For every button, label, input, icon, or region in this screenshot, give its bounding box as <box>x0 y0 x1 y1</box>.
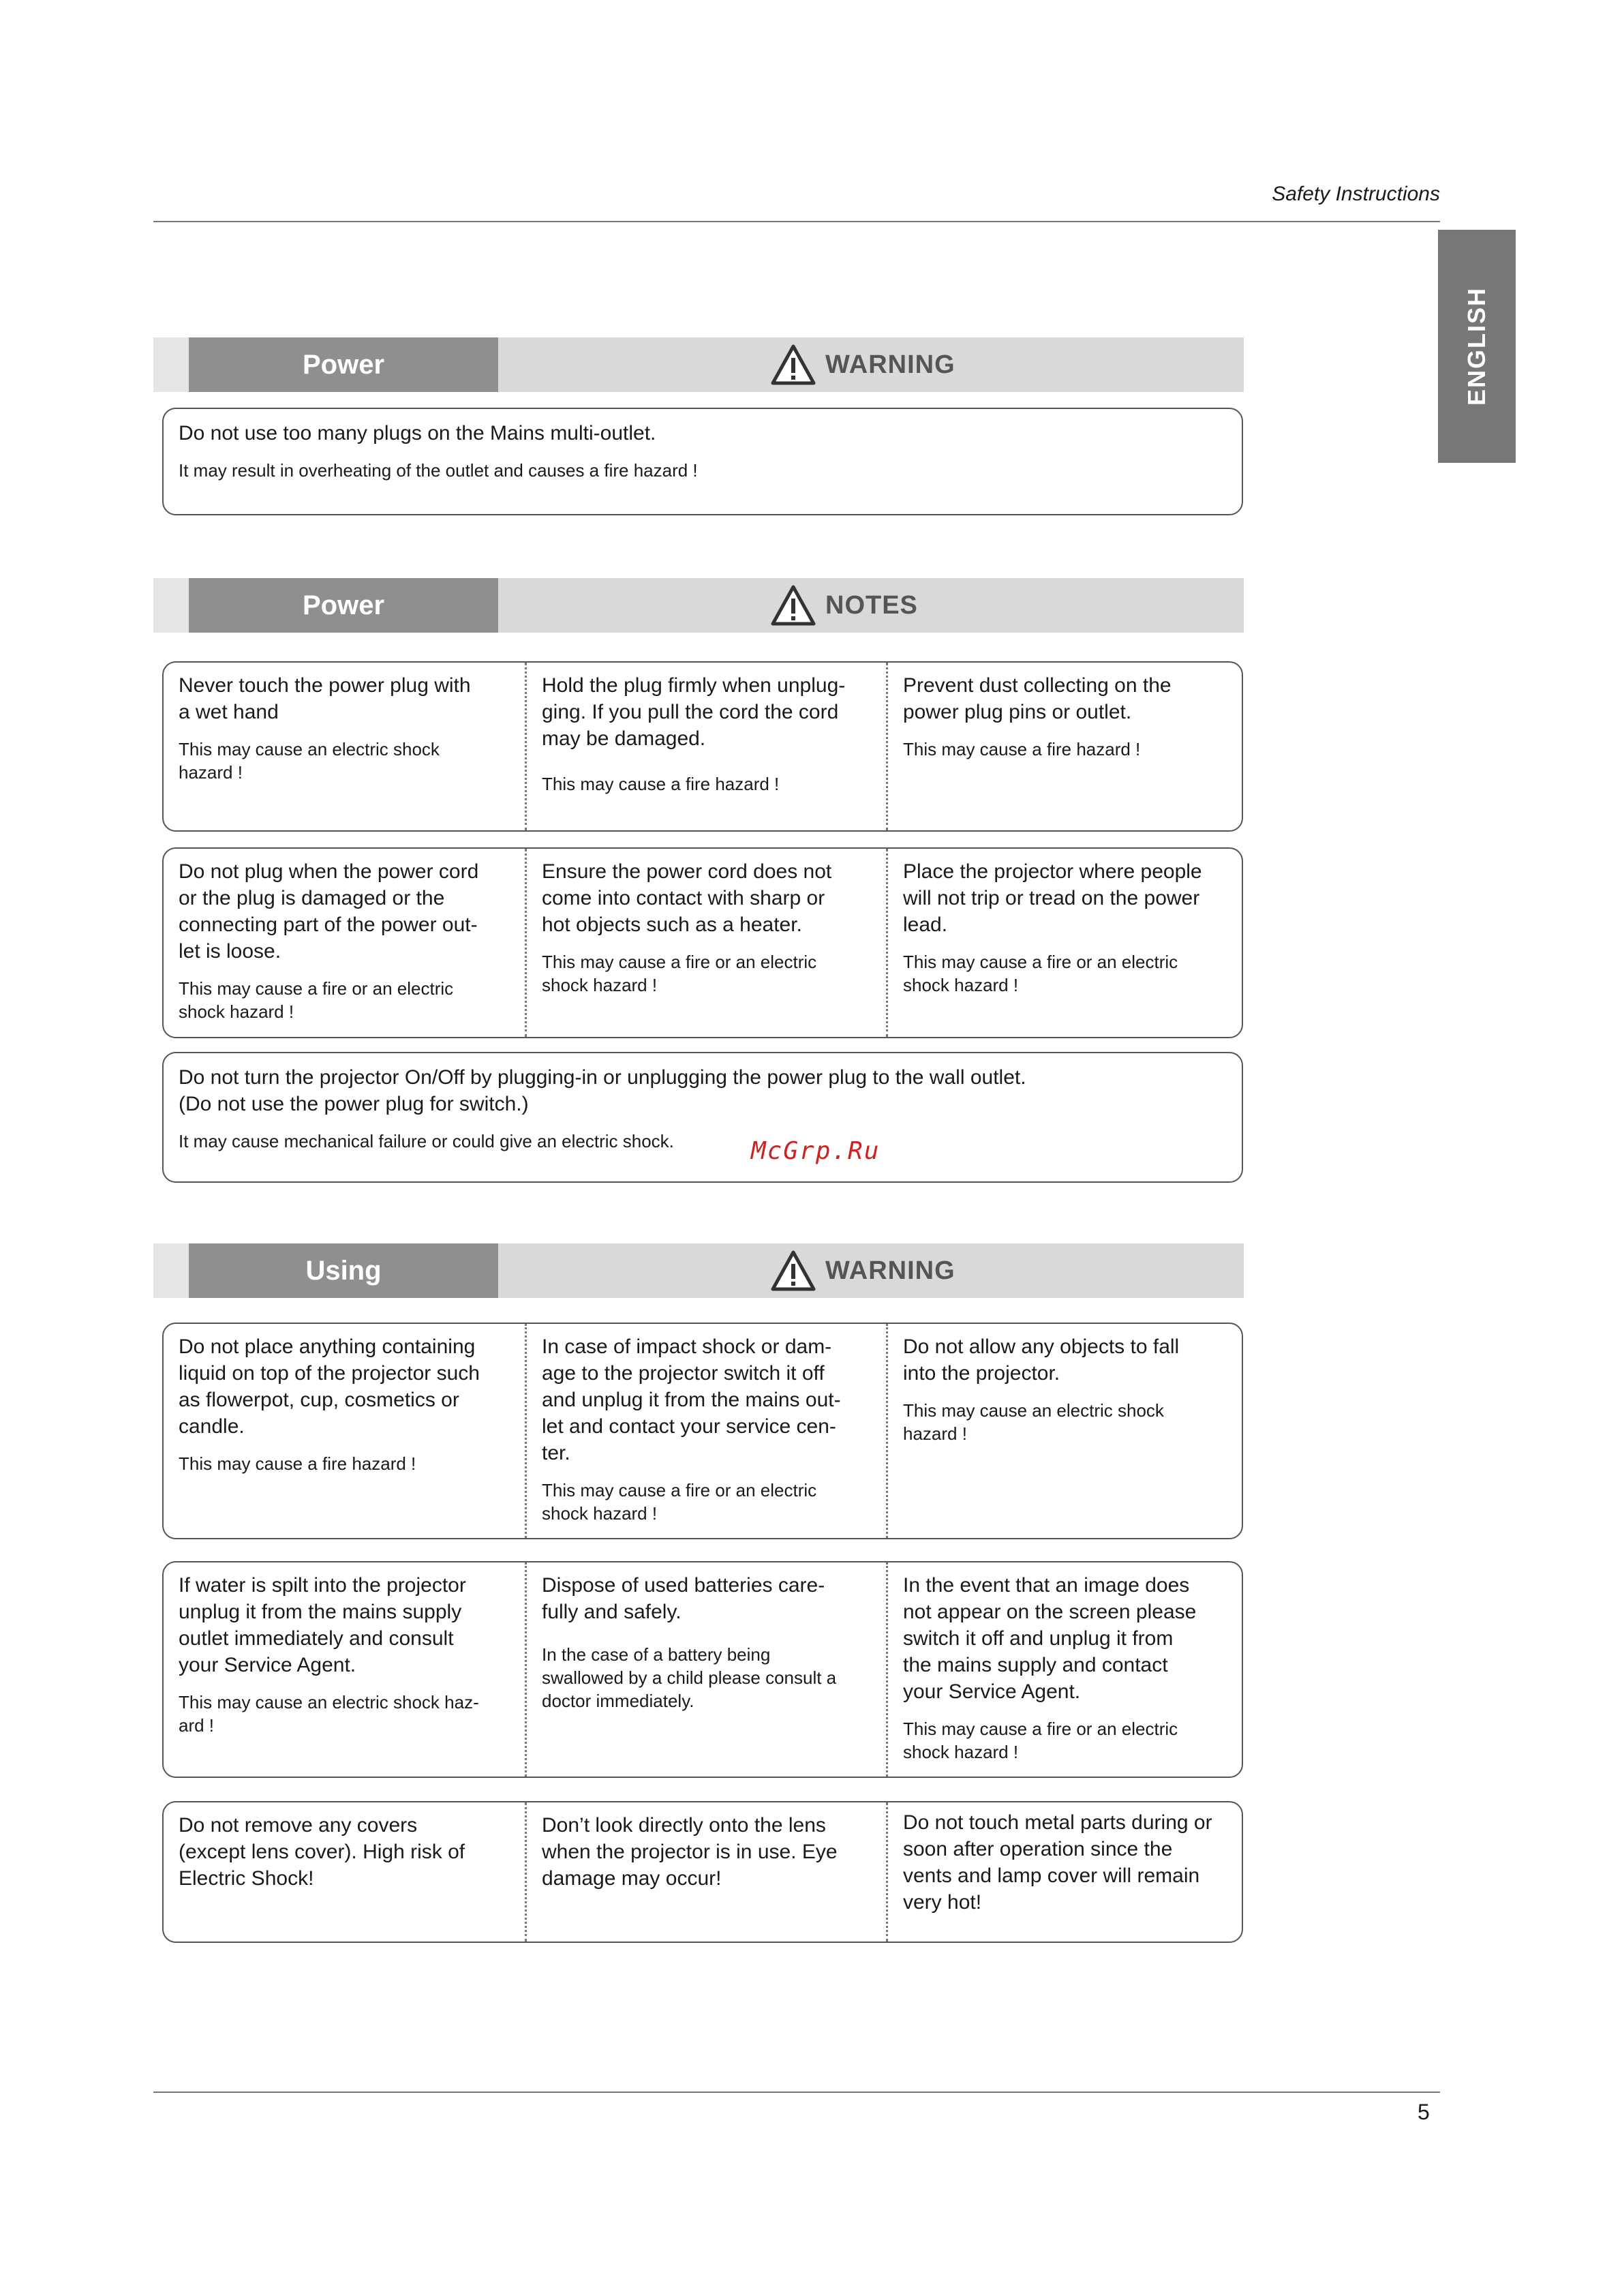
section-bar-power-notes <box>153 578 1244 633</box>
note-cell <box>164 1562 525 1777</box>
note-text: Place the projector where people will not trip or tread on the power lead. <box>903 860 1202 936</box>
watermark: McGrp.Ru <box>751 1137 881 1165</box>
note-cell <box>164 663 525 830</box>
note-text: In the event that an image does not appear on the screen please switch it off and unplug it from the mains supply and contact your Service Agent. <box>903 1574 1197 1703</box>
note-consequence: This may cause a fire or an electric shock hazard ! <box>903 952 1178 995</box>
note-cell <box>886 1802 1242 1942</box>
note-cell <box>164 1802 525 1942</box>
section-label-text: WARNING <box>825 1256 955 1285</box>
safety-note-box <box>162 1052 1243 1183</box>
note-consequence: This may cause a fire hazard ! <box>179 1453 416 1474</box>
note-consequence: This may cause a fire hazard ! <box>542 774 780 794</box>
note-text: Do not use too many plugs on the Mains multi-outlet. <box>179 422 656 444</box>
note-text: Dispose of used batteries care- fully and safely. <box>542 1574 825 1623</box>
note-consequence: This may cause a fire or an electric shock hazard ! <box>903 1719 1178 1762</box>
note-text: Do not touch metal parts during or soon after operation since the vents and lamp cover will remain very hot! <box>903 1811 1212 1914</box>
note-text: In case of impact shock or dam- age to the projector switch it off and unplug it from the mains out- let and contact your service cen- ter. <box>542 1335 841 1464</box>
footer-rule <box>153 2091 1440 2093</box>
safety-note-box <box>162 1801 1243 1943</box>
note-text: Do not turn the projector On/Off by plugging-in or unplugging the power plug to the wall outlet. (Do not use the power plug for switch.) <box>179 1066 1026 1115</box>
note-text: Do not remove any covers (except lens cover). High risk of Electric Shock! <box>179 1814 465 1890</box>
page-number: 5 <box>1418 2100 1430 2124</box>
note-cell <box>525 1562 886 1777</box>
section-label <box>771 1243 955 1298</box>
note-text: Hold the plug firmly when unplug- ging. If you pull the cord the cord may be damaged. <box>542 674 846 750</box>
note-text: Do not place anything containing liquid on top of the projector such as flowerpot, cup, cosmetics or candle. <box>179 1335 480 1438</box>
note-text: If water is spilt into the projector unplug it from the mains supply outlet immediately and consult your Service Agent. <box>179 1574 466 1676</box>
warning-triangle-icon <box>771 1250 816 1291</box>
note-cell <box>525 849 886 1037</box>
note-cell <box>886 1562 1242 1777</box>
note-text: Don’t look directly onto the lens when the projector is in use. Eye damage may occur! <box>542 1814 838 1890</box>
note-text: Do not allow any objects to fall into the projector. <box>903 1335 1180 1385</box>
note-text: Ensure the power cord does not come into contact with sharp or hot objects such as a heater. <box>542 860 832 936</box>
note-consequence: This may cause a fire hazard ! <box>903 739 1141 759</box>
note-cell <box>886 663 1242 830</box>
bar-accent <box>153 337 189 392</box>
note-cell <box>164 849 525 1037</box>
note-consequence: It may cause mechanical failure or could give an electric shock. <box>179 1131 674 1151</box>
safety-note-box <box>162 1561 1243 1778</box>
note-consequence: It may result in overheating of the outlet and causes a fire hazard ! <box>179 460 698 481</box>
safety-note-box <box>162 847 1243 1038</box>
bar-accent <box>153 578 189 633</box>
note-text: Do not plug when the power cord or the plug is damaged or the connecting part of the power out- let is loose. <box>179 860 479 963</box>
note-consequence: In the case of a battery being swallowed by a child please consult a doctor immediately. <box>542 1644 837 1711</box>
note-text: Never touch the power plug with a wet hand <box>179 674 471 723</box>
language-tab-label: ENGLISH <box>1463 286 1490 406</box>
safety-note-box <box>162 408 1243 515</box>
language-tab <box>1438 230 1516 463</box>
running-header: Safety Instructions <box>1272 183 1440 205</box>
section-label-text: WARNING <box>825 350 955 379</box>
section-label-text: NOTES <box>825 590 918 620</box>
section-bar-power-warning <box>153 337 1244 392</box>
safety-note-box <box>162 1323 1243 1539</box>
note-consequence: This may cause an electric shock hazard ! <box>179 739 440 783</box>
note-cell <box>886 849 1242 1037</box>
note-cell <box>886 1324 1242 1538</box>
section-label <box>771 337 955 392</box>
note-text: Prevent dust collecting on the power plug pins or outlet. <box>903 674 1172 723</box>
note-consequence: This may cause a fire or an electric shock hazard ! <box>542 952 817 995</box>
section-title: Using <box>189 1243 498 1298</box>
note-cell <box>525 663 886 830</box>
warning-triangle-icon <box>771 344 816 385</box>
safety-note-box <box>162 661 1243 832</box>
note-consequence: This may cause a fire or an electric shock hazard ! <box>179 978 454 1022</box>
bar-accent <box>153 1243 189 1298</box>
note-cell <box>525 1802 886 1942</box>
note-consequence: This may cause an electric shock haz- ard ! <box>179 1692 479 1736</box>
note-cell <box>164 1324 525 1538</box>
note-cell <box>525 1324 886 1538</box>
section-title: Power <box>189 337 498 392</box>
section-label <box>771 578 918 633</box>
note-consequence: This may cause a fire or an electric shock hazard ! <box>542 1480 817 1524</box>
header-rule <box>153 221 1440 222</box>
note-consequence: This may cause an electric shock hazard ! <box>903 1400 1164 1444</box>
section-bar-using-warning <box>153 1243 1244 1298</box>
warning-triangle-icon <box>771 585 816 626</box>
section-title: Power <box>189 578 498 633</box>
